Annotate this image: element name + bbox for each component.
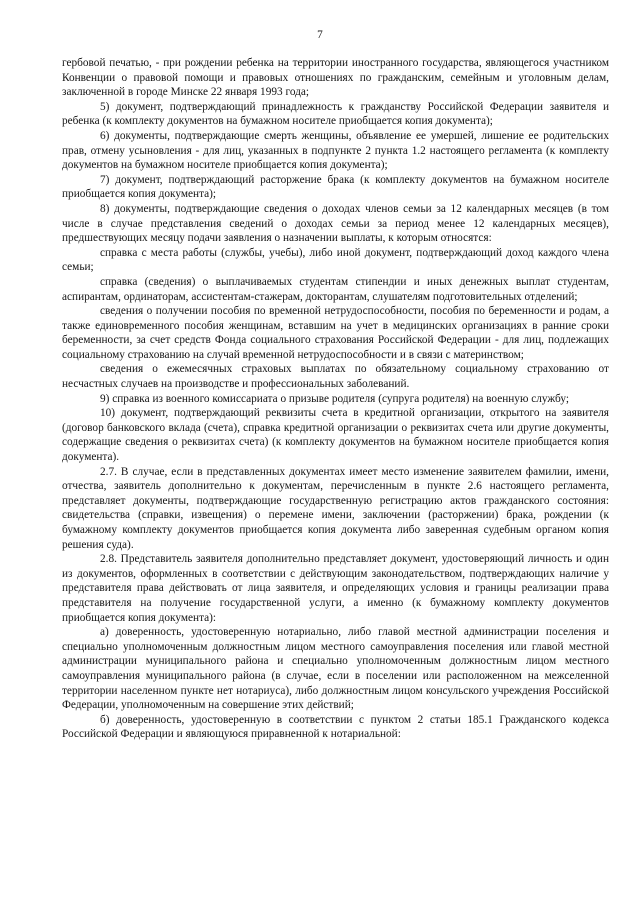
document-body <box>62 56 609 742</box>
paragraph-section-2-8: 2.8. Представитель заявителя дополнительно представляет документ, удостоверяющий личность и один из документов, оформленных в соответствии с действующим законодательством, подтверждающих наличие у представителя права действовать от лица заявителя, и определяющих условия и границы реализации права представителя на получение государственной услуги, а именно (к бумажному комплекту документов приобщается копия документа): <box>62 553 609 624</box>
paragraph-continuation: гербовой печатью, - при рождении ребенка на территории иностранного государства, являющегося участником Конвенции о правовой помощи и правовых отношениях по гражданским, семейным и уголовным делам, заключенной в городе Минске 22 января 1993 года; <box>62 57 609 99</box>
paragraph-item-7: 7) документ, подтверждающий расторжение брака (к комплекту документов на бумажном носителе приобщается копия документа); <box>62 173 609 201</box>
page-number: 7 <box>317 29 323 41</box>
paragraph-income-work: справка с места работы (службы, учебы), либо иной документ, подтверждающий доход каждого члена семьи; <box>62 246 609 274</box>
paragraph-item-a: а) доверенность, удостоверенную нотариально, либо главой местной администрации поселения и специально уполномоченным должностным лицом местного самоуправления поселения или главой местной администрации муниципального района и специально уполномоченным должностным лицом местного самоуправления муниципального района (в случае, если в поселении или расположенном на межселенной территории населенном пункте нет нотариуса), либо должностным лицом консульского учреждения Российской Федерации, уполномоченным на совершение этих действий; <box>62 626 609 712</box>
paragraph-income-sick-leave: сведения о получении пособия по временной нетрудоспособности, пособия по беременности и родам, а также единовременного пособия женщинам, вставшим на учет в медицинских организациях в ранние сроки беременности, за счет средств Фонда социального страхования Российской Федерации - для лиц, подлежащих социальному страхованию на случай временной нетрудоспособности и в связи с материнством; <box>62 305 609 361</box>
paragraph-income-insurance: сведения о ежемесячных страховых выплатах по обязательному социальному страхованию от несчастных случаев на производстве и профессиональных заболеваний. <box>62 363 609 391</box>
paragraph-item-6: 6) документы, подтверждающие смерть женщины, объявление ее умершей, лишение ее родительских прав, отмену усыновления - для лиц, указанных в подпункте 2 пункта 1.2 настоящего регламента (к комплекту документов на бумажном носителе приобщается копия документа); <box>62 129 609 172</box>
paragraph-income-stipend: справка (сведения) о выплачиваемых студентам стипендии и иных денежных выплат студентам, аспирантам, ординаторам, ассистентам-стажерам, докторантам, слушателям подготовительных отделений; <box>62 275 609 303</box>
paragraph-item-8: 8) документы, подтверждающие сведения о доходах членов семьи за 12 календарных месяцев (в том числе в случае представления сведений о доходах семьи за период менее 12 календарных месяцев), предшествующих месяцу подачи заявления о назначении выплаты, к которым относятся: <box>62 202 609 245</box>
paragraph-item-b: б) доверенность, удостоверенную в соответствии с пунктом 2 статьи 185.1 Гражданского кодекса Российской Федерации и являющуюся приравненной к нотариальной: <box>62 713 609 741</box>
paragraph-section-2-7: 2.7. В случае, если в представленных документах имеет место изменение заявителем фамилии, имени, отчества, заявитель дополнительно к документам, перечисленным в пункте 2.6 настоящего регламента, представляет документы, подтверждающие государственную регистрацию актов гражданского состояния: свидетельства (справки, извещения) о перемене имени, заключении (расторжении) брака, рождении (к бумажному комплекту документов приобщается копия документа либо заверенная судебным органом копия решения суда). <box>62 465 609 551</box>
paragraph-item-9: 9) справка из военного комиссариата о призыве родителя (супруга родителя) на военную службу; <box>100 392 569 405</box>
paragraph-item-10: 10) документ, подтверждающий реквизиты счета в кредитной организации, открытого на заявителя (договор банковского вклада (счета), справка кредитной организации о реквизитах счета или другие документы, содержащие сведения о реквизитах счета) (к комплекту документов на бумажном носителе приобщается копия документа). <box>62 407 609 464</box>
paragraph-item-5: 5) документ, подтверждающий принадлежность к гражданству Российской Федерации заявителя и ребенка (к комплекту документов на бумажном носителе приобщается копия документа); <box>62 100 609 128</box>
